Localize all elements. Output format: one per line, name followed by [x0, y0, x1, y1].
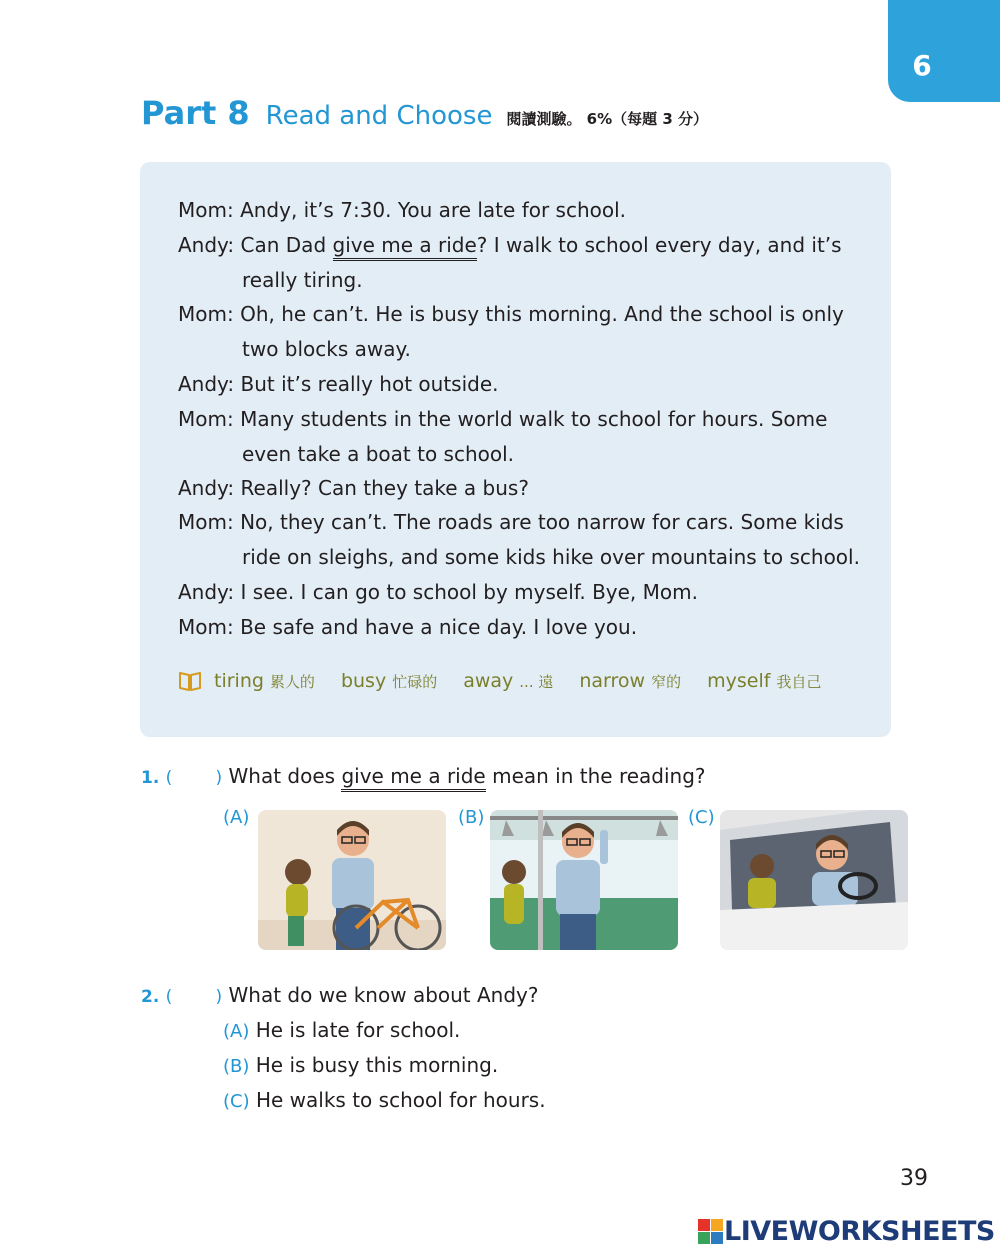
book-icon — [178, 670, 202, 692]
option-b-label: (B) — [458, 807, 485, 828]
option-a-label: (A) — [223, 807, 250, 828]
option-c-label: (C) — [688, 807, 715, 828]
dialogue-line-continued: two blocks away. — [242, 337, 411, 361]
riding-bus-illustration — [490, 810, 678, 950]
section-title: Read and Choose — [265, 101, 493, 131]
q2-option-a[interactable]: (A) He is late for school. — [223, 1018, 461, 1042]
option-b-picture[interactable] — [490, 810, 678, 950]
dialogue-line: Andy: Can Dad give me a ride? I walk to school every day, and it’s — [178, 233, 842, 257]
vocab-item: busy 忙碌的 — [340, 670, 438, 692]
dialogue-line: Andy: I see. I can go to school by myself. Bye, Mom. — [178, 580, 698, 604]
walking-with-bicycle-illustration — [258, 810, 446, 950]
dialogue-line: Mom: Oh, he can’t. He is busy this morning. And the school is only — [178, 302, 844, 326]
question-1: 1. ( ) What does give me a ride mean in the reading? — [141, 764, 706, 788]
vocab-item: tiring 累人的 — [214, 670, 315, 692]
vocab-item: away ... 遠 — [463, 670, 554, 692]
section-header — [141, 94, 708, 132]
underlined-phrase: give me a ride — [333, 233, 477, 261]
driving-car-illustration — [720, 810, 908, 950]
underlined-phrase: give me a ride — [341, 764, 485, 792]
section-subtitle: 閱讀測驗。 6%（每題 3 分） — [506, 110, 709, 128]
answer-blank[interactable]: ( ) — [165, 987, 223, 1007]
part-label: Part 8 — [141, 94, 250, 132]
unit-tab: 6 — [888, 0, 1000, 102]
dialogue-line: Mom: Many students in the world walk to school for hours. Some — [178, 407, 828, 431]
page-number: 39 — [900, 1166, 928, 1191]
q2-option-c[interactable]: (C) He walks to school for hours. — [223, 1088, 546, 1112]
question-2: 2. ( ) What do we know about Andy? — [141, 983, 539, 1007]
dialogue-line-continued: ride on sleighs, and some kids hike over mountains to school. — [242, 545, 860, 569]
dialogue-line-continued: even take a boat to school. — [242, 442, 515, 466]
vocabulary-list — [178, 670, 847, 692]
dialogue-line: Andy: Really? Can they take a bus? — [178, 476, 529, 500]
dialogue-line: Andy: But it’s really hot outside. — [178, 372, 499, 396]
answer-blank[interactable]: ( ) — [165, 768, 223, 788]
liveworksheets-logo: LIVEWORKSHEETS — [698, 1216, 995, 1247]
vocab-item: myself 我自己 — [707, 670, 822, 692]
option-a-picture[interactable] — [258, 810, 446, 950]
dialogue-line: Mom: Andy, it’s 7:30. You are late for school. — [178, 198, 627, 222]
liveworksheets-logo-icon — [698, 1219, 724, 1245]
vocab-item: narrow 窄的 — [579, 670, 682, 692]
option-c-picture[interactable] — [720, 810, 908, 950]
dialogue-line: Mom: No, they can’t. The roads are too narrow for cars. Some kids — [178, 510, 844, 534]
dialogue-line-continued: really tiring. — [242, 268, 363, 292]
dialogue-line: Mom: Be safe and have a nice day. I love you. — [178, 615, 638, 639]
q2-option-b[interactable]: (B) He is busy this morning. — [223, 1053, 499, 1077]
